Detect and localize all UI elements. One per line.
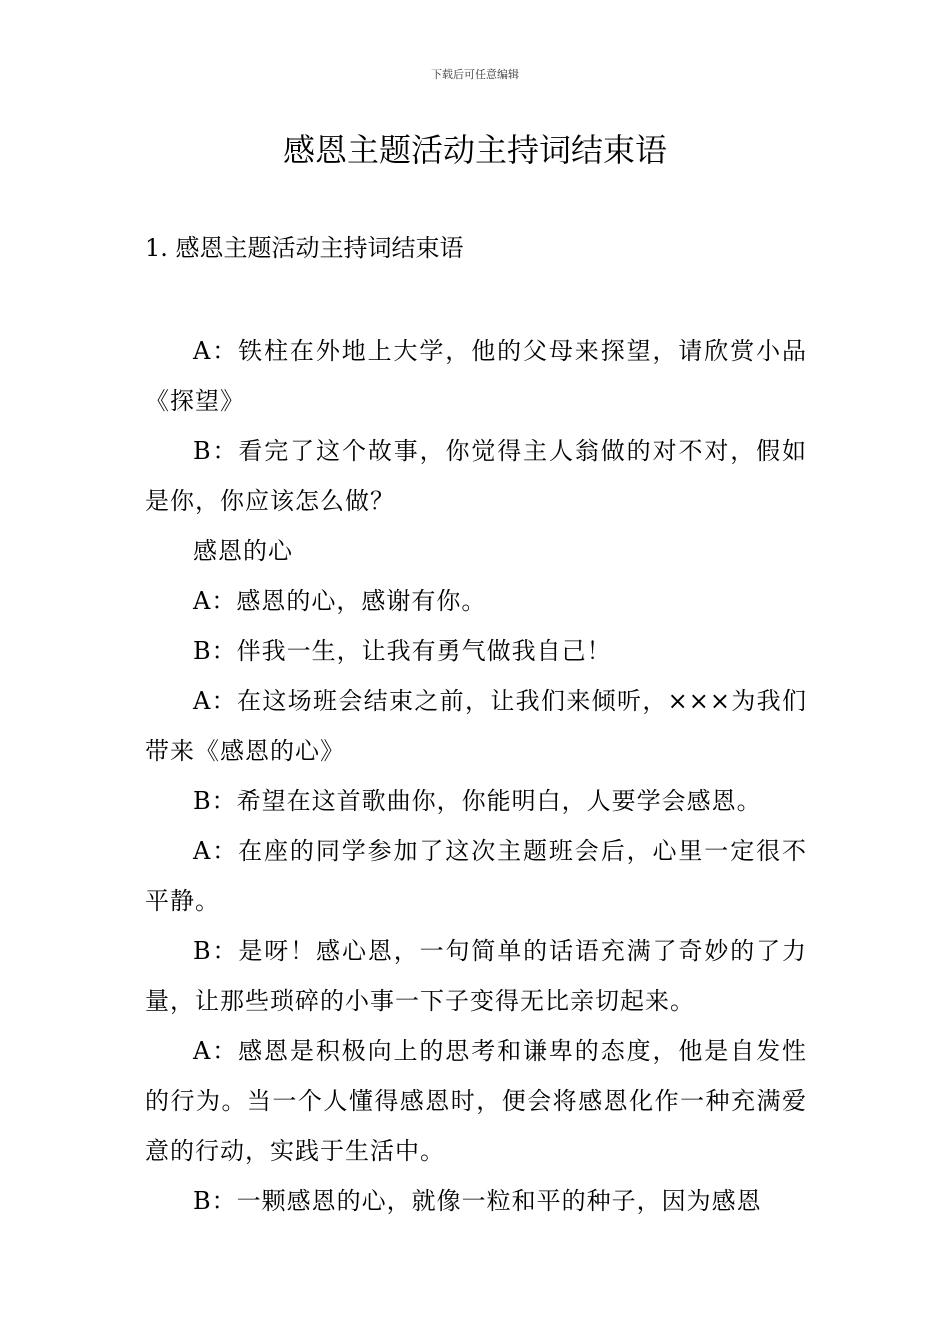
document-body: [145, 326, 807, 1226]
paragraph: B：是呀！感心恩，一句简单的话语充满了奇妙的了力量，让那些琐碎的小事一下子变得无比亲切起来。: [145, 937, 807, 1015]
paragraph: A：感恩是积极向上的思考和谦卑的态度，他是自发性的行为。当一个人懂得感恩时，便会将感恩化作一种充满爱意的行动，实践于生活中。: [145, 1037, 807, 1165]
section-heading: 1. 感恩主题活动主持词结束语: [145, 234, 464, 262]
paragraph: A：在座的同学参加了这次主题班会后，心里一定很不平静。: [145, 837, 807, 915]
paragraph: A：铁柱在外地上大学，他的父母来探望，请欣赏小品《探望》: [145, 337, 807, 415]
paragraph: B：看完了这个故事，你觉得主人翁做的对不对，假如是你，你应该怎么做？: [145, 437, 807, 515]
paragraph: 感恩的心: [193, 537, 293, 565]
paragraph: A：在这场班会结束之前，让我们来倾听，×××为我们带来《感恩的心》: [145, 687, 807, 765]
document-title: 感恩主题活动主持词结束语: [282, 131, 667, 169]
header-note: 下载后可任意编辑: [431, 68, 519, 81]
paragraph: A：感恩的心，感谢有你。: [193, 587, 487, 615]
paragraph: B：希望在这首歌曲你，你能明白，人要学会感恩。: [193, 787, 762, 815]
paragraph: B：一颗感恩的心，就像一粒和平的种子，因为感恩: [193, 1187, 762, 1215]
paragraph: B：伴我一生，让我有勇气做我自己！: [193, 637, 612, 665]
